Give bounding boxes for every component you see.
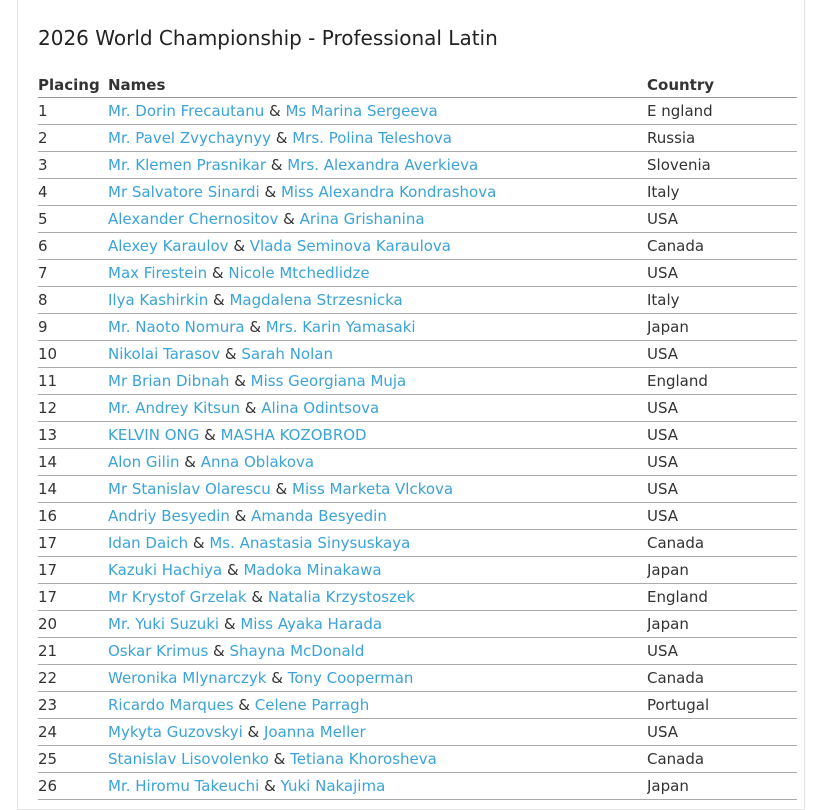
names-cell [108,746,647,773]
placing-cell: 9 [38,314,108,341]
names-cell [108,665,647,692]
placing-cell: 8 [38,287,108,314]
country-cell: USA [647,341,797,368]
follower-name-link[interactable]: Joanna Meller [264,723,366,741]
table-row [38,692,797,719]
placing-cell: 21 [38,638,108,665]
table-row [38,665,797,692]
table-row [38,719,797,746]
names-cell [108,611,647,638]
table-row [38,206,797,233]
couple-separator: & [266,669,288,687]
couple-separator: & [271,129,293,147]
table-row [38,530,797,557]
country-cell: Italy [647,287,797,314]
placing-cell: 13 [38,422,108,449]
leader-name-link[interactable]: Mr. Andrey Kitsun [108,399,240,417]
country-cell: USA [647,395,797,422]
follower-name-link[interactable]: Miss Georgiana Muja [250,372,407,390]
country-cell: USA [647,206,797,233]
names-cell [108,152,647,179]
table-row [38,341,797,368]
leader-name-link[interactable]: Ilya Kashirkin [108,291,209,309]
leader-name-link[interactable]: Stanislav Lisovolenko [108,750,269,768]
country-cell: USA [647,476,797,503]
follower-name-link[interactable]: Shayna McDonald [229,642,365,660]
placing-cell: 22 [38,665,108,692]
couple-separator: & [229,372,251,390]
table-row [38,746,797,773]
follower-name-link[interactable]: Vlada Seminova Karaulova [249,237,451,255]
names-header: Names [108,72,647,98]
leader-name-link[interactable]: Mr. Klemen Prasnikar [108,156,267,174]
country-cell: Japan [647,773,797,800]
couple-separator: & [264,102,286,120]
placing-cell: 14 [38,476,108,503]
leader-name-link[interactable]: Mr Brian Dibnah [108,372,230,390]
names-cell [108,206,647,233]
table-row [38,773,797,800]
placing-cell: 17 [38,530,108,557]
country-cell: USA [647,638,797,665]
leader-name-link[interactable]: Mr. Naoto Nomura [108,318,245,336]
placing-cell: 17 [38,584,108,611]
country-cell: Portugal [647,692,797,719]
table-row [38,287,797,314]
follower-name-link[interactable]: Miss Ayaka Harada [240,615,383,633]
couple-separator: & [244,318,266,336]
country-cell: Japan [647,557,797,584]
country-cell: Canada [647,233,797,260]
table-row [38,368,797,395]
names-cell [108,287,647,314]
couple-separator: & [270,480,293,498]
country-header: Country [647,72,797,98]
country-cell: Canada [647,746,797,773]
table-header-row [38,72,797,98]
names-cell [108,341,647,368]
couple-separator: & [179,453,201,471]
table-row [38,152,797,179]
follower-name-link[interactable]: Magdalena Strzesnicka [229,291,403,309]
follower-name-link[interactable]: Amanda Besyedin [251,507,387,525]
country-cell: USA [647,422,797,449]
couple-separator: & [229,507,252,525]
follower-name-link[interactable]: Mrs. Polina Teleshova [292,129,452,147]
names-cell [108,584,647,611]
table-row [38,314,797,341]
table-row [38,233,797,260]
names-cell [108,476,647,503]
couple-separator: & [239,399,262,417]
table-row [38,179,797,206]
names-cell [108,179,647,206]
follower-name-link[interactable]: Tetiana Khorosheva [290,750,437,768]
names-cell [108,530,647,557]
leader-name-link[interactable]: Alon Gilin [108,453,180,471]
names-cell [108,368,647,395]
follower-name-link[interactable]: Celene Parragh [254,696,370,714]
table-row [38,260,797,287]
leader-name-link[interactable]: Mr. Hiromu Takeuchi [108,777,260,795]
country-cell: Italy [647,179,797,206]
couple-separator: & [228,237,250,255]
table-row [38,638,797,665]
couple-separator: & [207,264,229,282]
names-cell [108,503,647,530]
table-row [38,125,797,152]
follower-name-link[interactable]: Anna Oblakova [200,453,315,471]
names-cell [108,557,647,584]
country-cell: USA [647,449,797,476]
follower-name-link[interactable]: Mrs. Alexandra Averkieva [287,156,479,174]
follower-name-link[interactable]: Yuki Nakajima [280,777,386,795]
follower-name-link[interactable]: Miss Alexandra Kondrashova [280,183,497,201]
leader-name-link[interactable]: Mr Salvatore Sinardi [108,183,260,201]
leader-name-link[interactable]: Oskar Krimus [108,642,209,660]
country-cell: E ngland [647,98,797,125]
leader-name-link[interactable]: Kazuki Hachiya [108,561,223,579]
couple-separator: & [199,426,221,444]
couple-separator: & [259,183,281,201]
names-cell [108,314,647,341]
leader-name-link[interactable]: Max Firestein [108,264,208,282]
couple-separator: & [219,615,241,633]
follower-name-link[interactable]: Alina Odintsova [261,399,380,417]
names-cell [108,773,647,800]
results-table [38,72,797,800]
leader-name-link[interactable]: Mykyta Guzovskyi [108,723,243,741]
leader-name-link[interactable]: Mr Krystof Grzelak [108,588,247,606]
couple-separator: & [259,777,281,795]
placing-cell: 20 [38,611,108,638]
leader-name-link[interactable]: Mr. Dorin Frecautanu [108,102,265,120]
table-row [38,611,797,638]
country-cell: USA [647,719,797,746]
placing-cell: 12 [38,395,108,422]
couple-separator: & [208,642,230,660]
names-cell [108,638,647,665]
names-cell [108,98,647,125]
table-row [38,584,797,611]
leader-name-link[interactable]: Weronika Mlynarczyk [108,669,267,687]
couple-separator: & [222,561,244,579]
couple-separator: & [268,750,291,768]
couple-separator: & [220,345,242,363]
page-title: 2026 World Championship - Professional Latin [38,26,498,50]
table-row [38,422,797,449]
country-cell: Japan [647,611,797,638]
follower-name-link[interactable]: Nicole Mtchedlidze [228,264,370,282]
placing-header: Placing [38,72,108,98]
country-cell: England [647,584,797,611]
placing-cell: 2 [38,125,108,152]
couple-separator: & [266,156,288,174]
names-cell [108,449,647,476]
leader-name-link[interactable]: Alexander Chernositov [108,210,279,228]
placing-cell: 26 [38,773,108,800]
follower-name-link[interactable]: MASHA KOZOBROD [220,426,367,444]
names-cell [108,260,647,287]
table-row [38,476,797,503]
placing-cell: 23 [38,692,108,719]
placing-cell: 24 [38,719,108,746]
table-row [38,449,797,476]
table-row [38,395,797,422]
country-cell: England [647,368,797,395]
leader-name-link[interactable]: Mr. Pavel Zvychaynyy [108,129,271,147]
follower-name-link[interactable]: Madoka Minakawa [243,561,382,579]
couple-separator: & [188,534,210,552]
couple-separator: & [242,723,264,741]
country-cell: Slovenia [647,152,797,179]
placing-cell: 14 [38,449,108,476]
follower-name-link[interactable]: Arina Grishanina [299,210,425,228]
follower-name-link[interactable]: Ms. Anastasia Sinysuskaya [209,534,411,552]
table-row [38,98,797,125]
country-cell: USA [647,503,797,530]
leader-name-link[interactable]: Mr Stanislav Olarescu [108,480,271,498]
table-row [38,557,797,584]
names-cell [108,395,647,422]
country-cell: Japan [647,314,797,341]
follower-name-link[interactable]: Miss Marketa Vlckova [292,480,454,498]
placing-cell: 5 [38,206,108,233]
names-cell [108,233,647,260]
table-row [38,503,797,530]
follower-name-link[interactable]: Tony Cooperman [287,669,414,687]
country-cell: Russia [647,125,797,152]
country-cell: USA [647,260,797,287]
follower-name-link[interactable]: Sarah Nolan [241,345,333,363]
placing-cell: 10 [38,341,108,368]
couple-separator: & [233,696,255,714]
leader-name-link[interactable]: Idan Daich [108,534,189,552]
placing-cell: 17 [38,557,108,584]
placing-cell: 4 [38,179,108,206]
placing-cell: 6 [38,233,108,260]
leader-name-link[interactable]: Nikolai Tarasov [108,345,221,363]
placing-cell: 11 [38,368,108,395]
results-body [38,98,797,800]
names-cell [108,422,647,449]
placing-cell: 25 [38,746,108,773]
follower-name-link[interactable]: Mrs. Karin Yamasaki [265,318,416,336]
placing-cell: 7 [38,260,108,287]
follower-name-link[interactable]: Ms Marina Sergeeva [285,102,438,120]
country-cell: Canada [647,665,797,692]
leader-name-link[interactable]: Alexey Karaulov [108,237,229,255]
couple-separator: & [246,588,268,606]
placing-cell: 1 [38,98,108,125]
names-cell [108,692,647,719]
couple-separator: & [278,210,300,228]
leader-name-link[interactable]: KELVIN ONG [108,426,200,444]
country-cell: Canada [647,530,797,557]
leader-name-link[interactable]: Ricardo Marques [108,696,234,714]
placing-cell: 16 [38,503,108,530]
names-cell [108,719,647,746]
couple-separator: & [208,291,230,309]
leader-name-link[interactable]: Mr. Yuki Suzuki [108,615,220,633]
placing-cell: 3 [38,152,108,179]
leader-name-link[interactable]: Andriy Besyedin [108,507,230,525]
follower-name-link[interactable]: Natalia Krzystoszek [267,588,415,606]
names-cell [108,125,647,152]
